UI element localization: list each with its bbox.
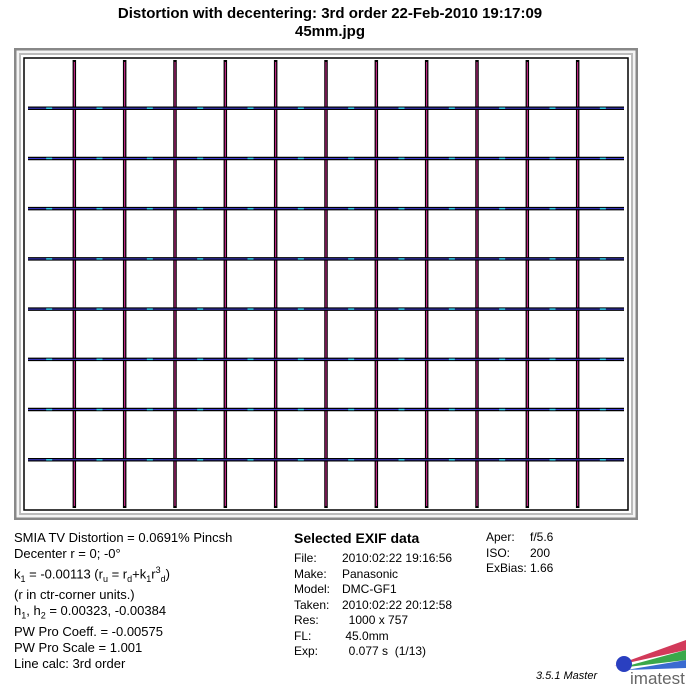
k1-coefficient: $k_1 = -0.00113$ $(r_u = r_d+k_1r^3_d)$	[14, 565, 170, 584]
exif-row	[294, 629, 452, 645]
units-note: (r in ctr-corner units.)	[14, 586, 135, 602]
exif-value: Panasonic	[342, 566, 399, 581]
exif-panel	[294, 551, 452, 660]
exif-key: File:	[294, 551, 317, 565]
exif-row	[294, 613, 452, 629]
exif-key: Exp:	[294, 644, 319, 658]
exif-key: Model:	[294, 582, 331, 596]
aperture-value: f/5.6	[530, 530, 554, 544]
exif-row	[294, 582, 452, 598]
aperture-label: Aper:	[486, 530, 515, 544]
distortion-plot	[14, 48, 638, 520]
exif-value: 2010:02:22 19:16:56	[342, 551, 453, 565]
exbias-row	[486, 561, 553, 577]
exif-row	[294, 598, 452, 614]
exif-value: 1000 x 757	[342, 613, 409, 627]
exif-key: Make:	[294, 566, 327, 581]
distortion-results-panel	[14, 530, 232, 672]
exif-heading: Selected EXIF data	[294, 530, 420, 546]
exif-key: Res:	[294, 613, 319, 627]
pw-pro-scale: PW Pro Scale = 1.001	[14, 639, 143, 655]
exif-value: 2010:02:22 20:12:58	[342, 597, 453, 612]
version-label: 3.5.1 Master	[536, 670, 598, 682]
exbias-label: ExBias:	[486, 561, 527, 575]
iso-value: 200	[530, 545, 551, 560]
iso-label: ISO:	[486, 545, 511, 560]
exif-key: FL:	[294, 628, 312, 643]
exif-key: Taken:	[294, 597, 330, 612]
exif-value: 0.077 s (1/13)	[342, 644, 427, 658]
decenter-value: Decenter r = 0; -0°	[14, 546, 121, 561]
chart-filename: 45mm.jpg	[294, 23, 366, 40]
pw-pro-coeff: PW Pro Coeff. = -0.00575	[14, 623, 163, 639]
h-coefficients: $h_1$, $h_2 = 0.00323$, -0.00384	[14, 602, 167, 621]
exif-row	[294, 551, 452, 567]
exposure-panel	[486, 530, 553, 577]
exif-row	[294, 644, 452, 660]
exif-value: 45.0mm	[342, 628, 389, 643]
exbias-value: 1.66	[530, 561, 554, 575]
exif-value: DMC-GF1	[342, 582, 397, 596]
aperture-row	[486, 530, 553, 546]
logo-text: imatest	[630, 669, 685, 688]
chart-title: Distortion with decentering: 3rd order 22-Feb-2010 19:17:09	[117, 5, 543, 22]
imatest-logo	[610, 638, 688, 690]
line-calc: Line calc: 3rd order	[14, 655, 126, 671]
iso-row	[486, 546, 553, 562]
exif-row	[294, 567, 452, 583]
smia-distortion: SMIA TV Distortion = 0.0691% Pincsh	[14, 530, 233, 545]
